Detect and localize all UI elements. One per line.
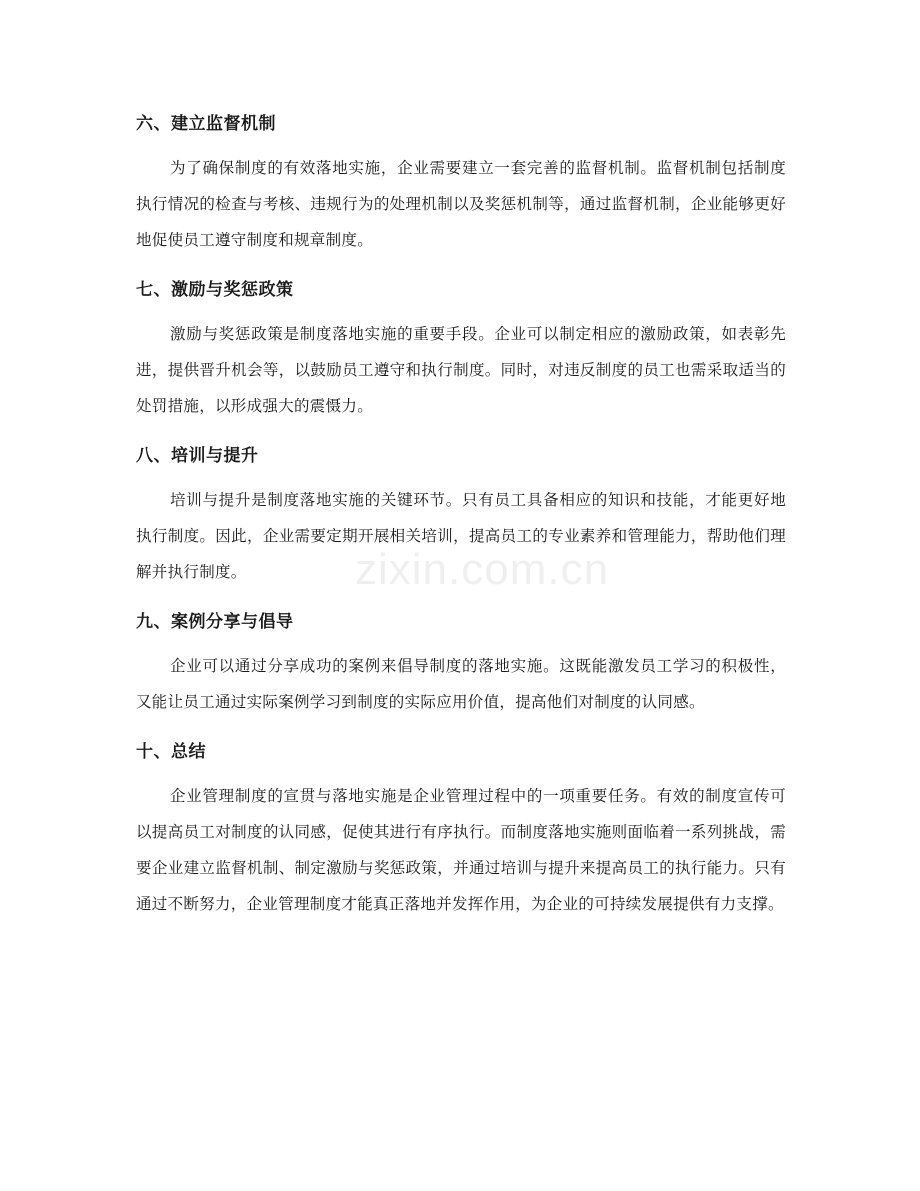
- section-paragraph: 培训与提升是制度落地实施的关键环节。只有员工具备相应的知识和技能，才能更好地执行制度。因此，企业需要定期开展相关培训，提高员工的专业素养和管理能力，帮助他们理解并执行制度。: [136, 491, 786, 581]
- section-heading: 十、总结: [136, 742, 206, 762]
- section-case-sharing: [136, 602, 786, 720]
- section-heading: 九、案例分享与倡导: [136, 612, 294, 632]
- section-paragraph: 企业管理制度的宣贯与落地实施是企业管理过程中的一项重要任务。有效的制度宣传可以提高员工对制度的认同感，促使其进行有序执行。而制度落地实施则面临着一系列挑战，需要企业建立监督机制、制定激励与奖惩政策，并通过培训与提升来提高员工的执行能力。只有通过不断努力，企业管理制度才能真正落地并发挥作用，为企业的可持续发展提供有力支撑。: [136, 787, 786, 913]
- section-training: [136, 436, 786, 590]
- section-paragraph: 企业可以通过分享成功的案例来倡导制度的落地实施。这既能激发员工学习的积极性，又能让员工通过实际案例学习到制度的实际应用价值，提高他们对制度的认同感。: [136, 657, 786, 711]
- section-summary: [136, 732, 786, 922]
- section-incentives: [136, 270, 786, 424]
- section-paragraph: 激励与奖惩政策是制度落地实施的重要手段。企业可以制定相应的激励政策，如表彰先进，提供晋升机会等，以鼓励员工遵守和执行制度。同时，对违反制度的员工也需采取适当的处罚措施，以形成强大的震慑力。: [136, 325, 786, 415]
- section-heading: 七、激励与奖惩政策: [136, 280, 294, 300]
- section-heading: 六、建立监督机制: [136, 114, 276, 134]
- section-heading: 八、培训与提升: [136, 446, 259, 466]
- watermark-text: zixin.com.cn: [355, 545, 610, 594]
- section-supervision: [136, 104, 786, 258]
- section-paragraph: 为了确保制度的有效落地实施，企业需要建立一套完善的监督机制。监督机制包括制度执行情况的检查与考核、违规行为的处理机制以及奖惩机制等，通过监督机制，企业能够更好地促使员工遵守制度和规章制度。: [136, 159, 786, 249]
- document-content: [136, 104, 786, 934]
